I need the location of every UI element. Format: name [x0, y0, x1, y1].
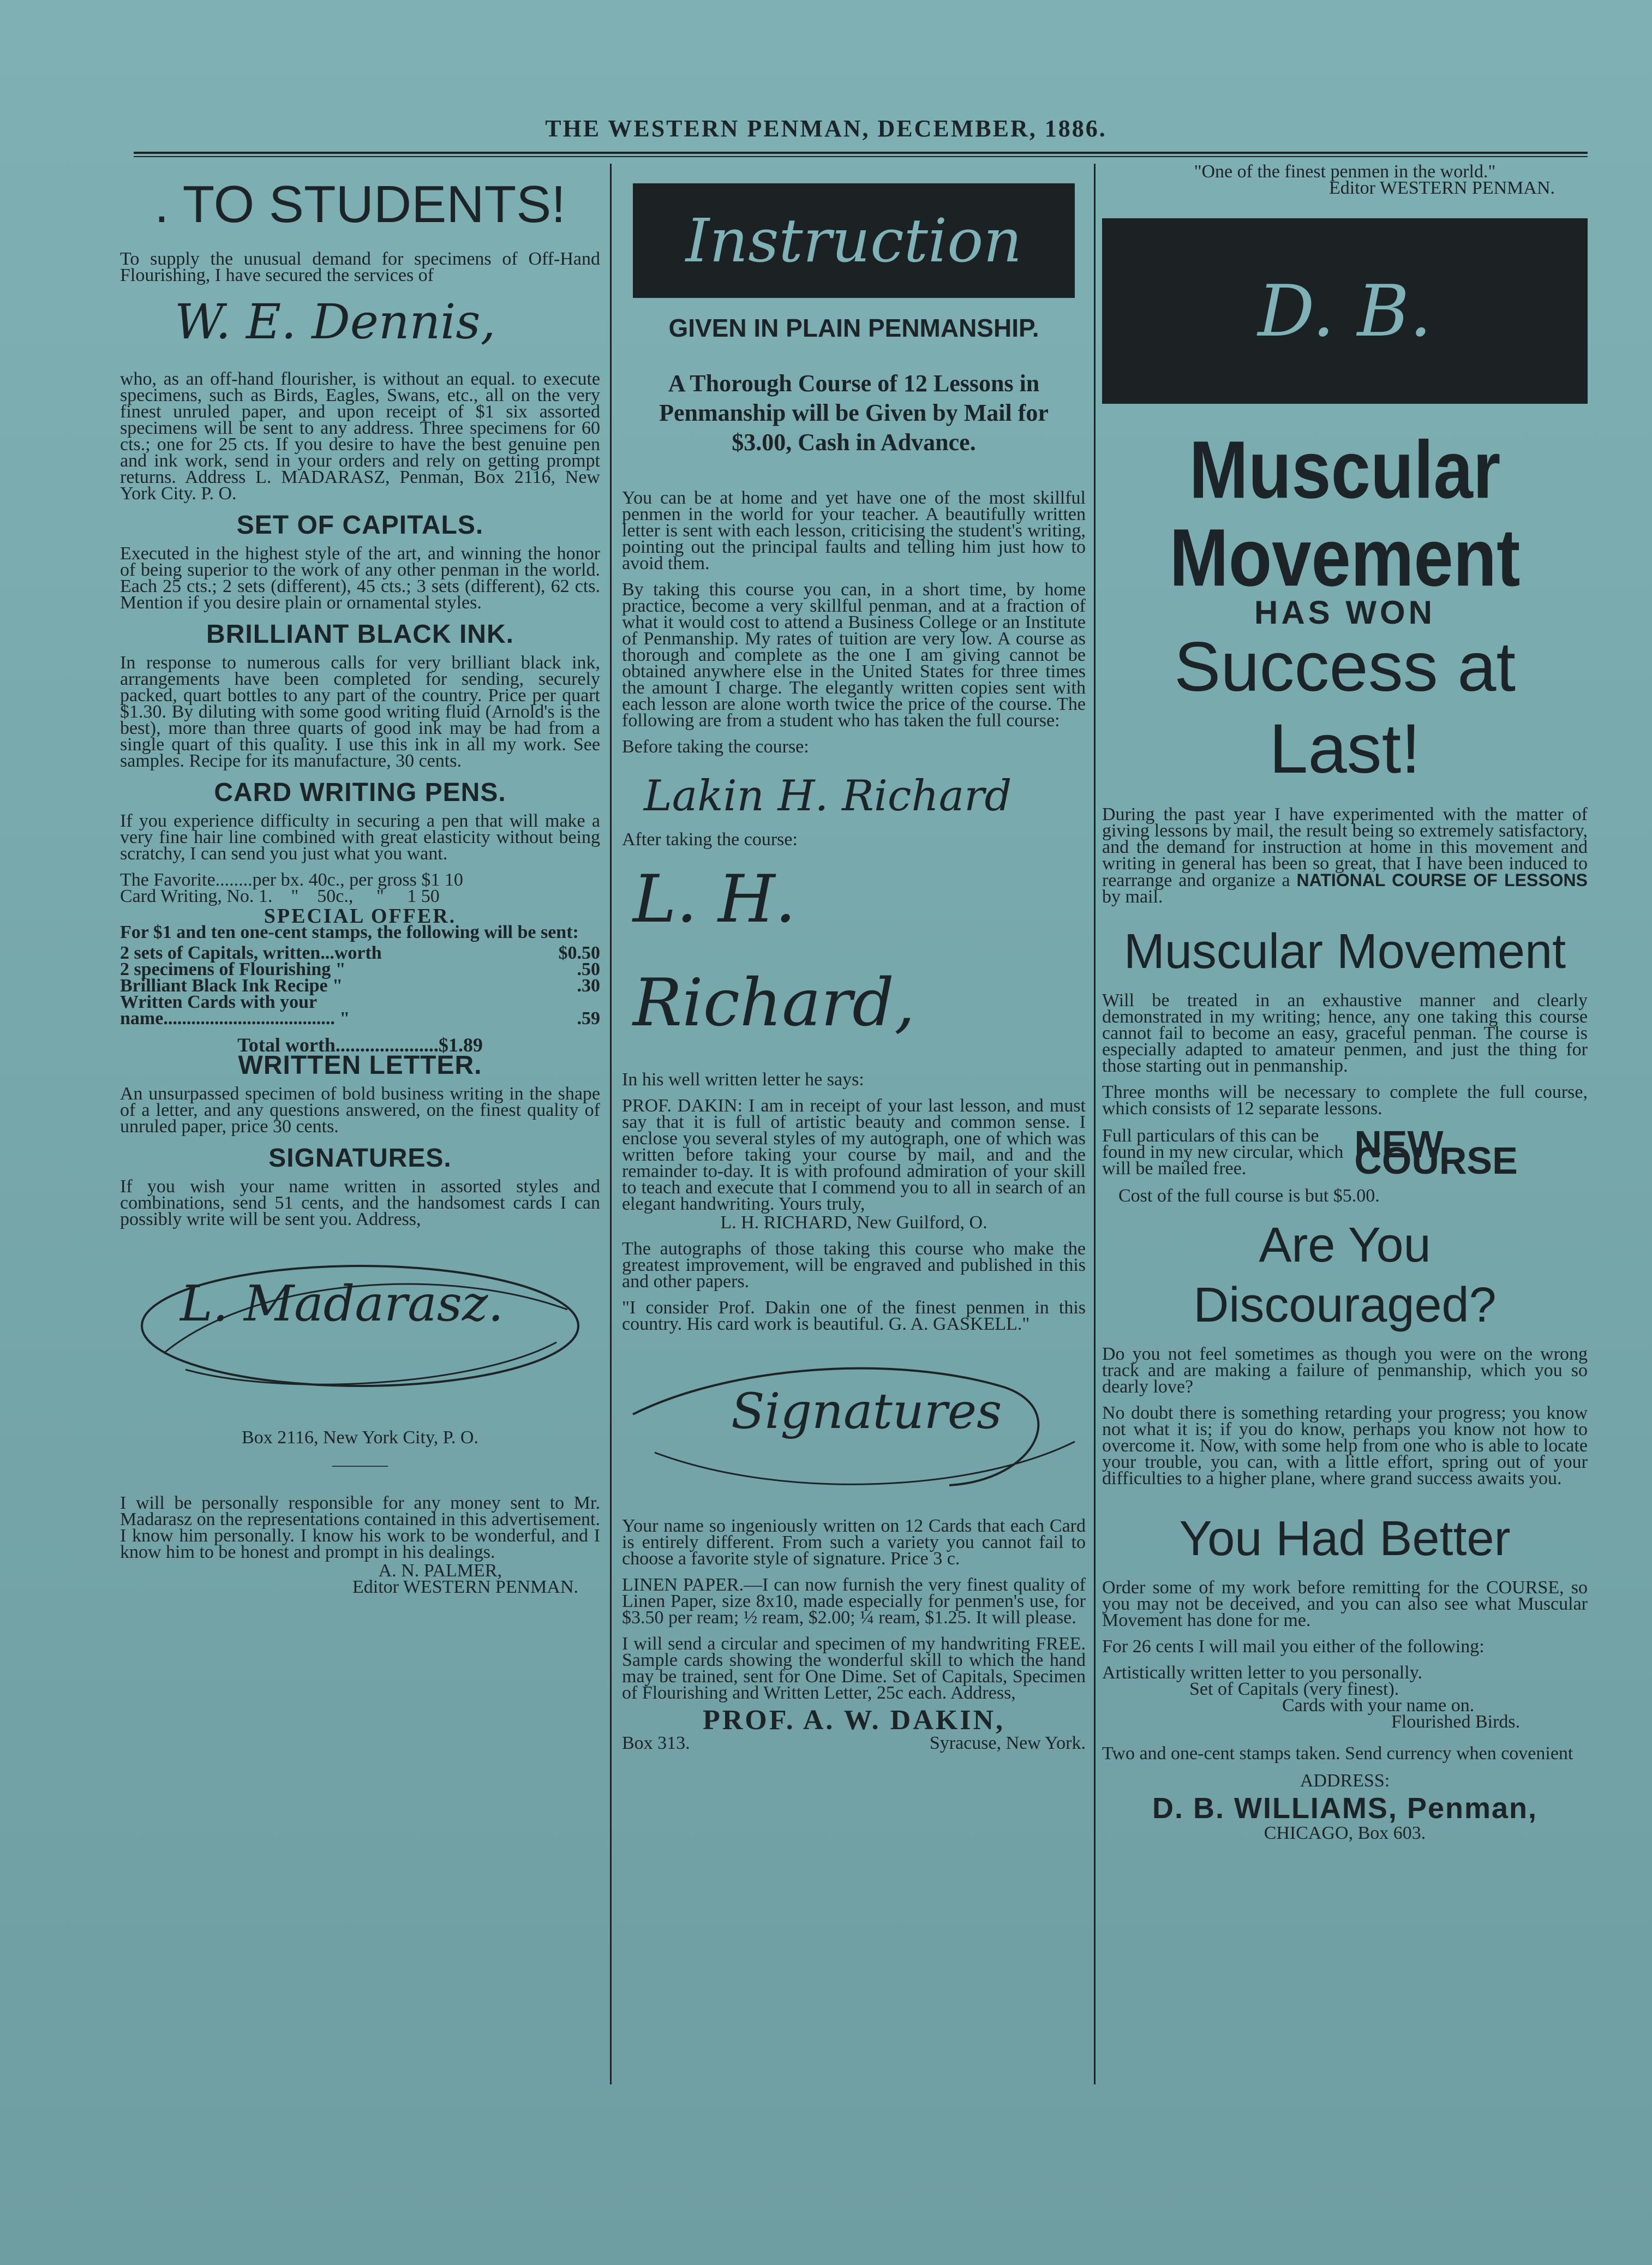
pens-price-1: The Favorite........per bx. 40c., per gross $1 10: [120, 870, 463, 890]
signatures-text: If you wish your name written in assorted styles and combinations, send 51 cents, and the handsomest cards I can possibly write will be sent you. Address,: [120, 1176, 600, 1229]
after-label: After taking the course:: [622, 829, 798, 850]
williams-script: D. B.: [1258, 270, 1432, 352]
closing-title: Editor WESTERN PENMAN.: [352, 1577, 578, 1597]
closing-text: I will be personally responsible for any money sent to Mr. Madarasz on the representations contained in this advertisement. I know him personally. I know his work to be wonderful, and I know him to be honest and prompt in his dealings.: [120, 1493, 600, 1562]
quote-source: Editor WESTERN PENMAN.: [1329, 178, 1555, 198]
full-particulars-text: Full particulars of this can be found in my new circular, which will be mailed free.: [1102, 1126, 1344, 1179]
madarasz-signature-block: [120, 1244, 600, 1408]
dakin-city: Syracuse, New York.: [929, 1733, 1086, 1753]
offer-heading: SPECIAL OFFER.: [264, 905, 457, 928]
williams-name: D. B. WILLIAMS, Penman,: [1152, 1792, 1538, 1825]
williams-para-1: During the past year I have experimented with the matter of giving lessons by mail, the result being so extremely satisfactory, and the demand for instruction at home in this movement and writing in general has been so great, that I have been induced to rearrange and organize a NATIONAL COURSE OF LESSONS by mail.: [1102, 804, 1588, 907]
ink-text: In response to numerous calls for very brilliant black ink, arrangements have been completed for sending, securely packed, quart bottles to any part of the country. Price per quart $1.30. By diluting with some good writing fluid (Arnold's is the best), more than three quarts of good ink may be had from a single quart of this quality. I use this ink in all my work. See samples. Recipe for its manufacture, 30 cents.: [120, 653, 600, 771]
gaskell-quote: "I consider Prof. Dakin one of the finest penmen in this country. His card work is beautiful. G. A. GASKELL.": [622, 1298, 1086, 1334]
course-para-2: By taking this course you can, in a short time, by home practice, become a very skillful penman, and at a fraction of what it would cost to attend a Business College or an Institute of Penmanship. My rates of tuition are very low. A course as thorough and complete as the one I am giving cannot be obtained anywhere else in the United States for three times the amount I charge. The elegantly written copies sent with each lesson are alone worth twice the price of the course. The following are from a student who has taken the full course:: [622, 579, 1086, 731]
stamps-text: Two and one-cent stamps taken. Send currency when covenient: [1102, 1743, 1573, 1764]
letter-signature: L. H. RICHARD, New Guilford, O.: [720, 1212, 987, 1233]
offer-item: Written Cards with your: [120, 992, 318, 1012]
column-madarasz: [120, 164, 600, 1595]
circular-text: I will send a circular and specimen of my handwriting FREE. Sample cards showing the wonderful skill to which the hand may be trained, sent for One Dime. Set of Capitals, Specimen of Flourishing and Written Letter, 25c each. Address,: [622, 1634, 1086, 1703]
capitals-text: Executed in the highest style of the art, and winning the honor of being superior to the work of any other penman in the world. Each 25 cts.; 2 sets (different), 45 cts.; 3 sets (different), 62 cts. Mention if you desire plain or ornamental styles.: [120, 543, 600, 613]
signatures-script-block: [622, 1343, 1086, 1507]
given-heading: GIVEN IN PLAIN PENMANSHIP.: [668, 314, 1039, 342]
letter-intro: In his well written letter he says:: [622, 1069, 864, 1090]
linen-paper-text: LINEN PAPER.—I can now furnish the very finest quality of Linen Paper, size 8x10, made especially for penmen's use, for $3.50 per ream; ½ ream, $2.00; ¼ ream, $1.25. It will please.: [622, 1575, 1086, 1628]
discouraged-heading: Are You Discouraged?: [1193, 1218, 1497, 1332]
muscular-movement-title: Muscular Movement: [1169, 423, 1521, 603]
before-signature: Lakin H. Richard: [644, 772, 1012, 821]
divider-dash: ———: [332, 1455, 388, 1475]
pens-text: If you experience difficulty in securing a pen that will make a very fine hair line combined with great elasticity without being scratchy, I can send you just what you want.: [120, 811, 600, 864]
madarasz-box: Box 2116, New York City, P. O.: [242, 1427, 478, 1448]
column-divider-left: [610, 164, 612, 2084]
williams-para-6: Order some of my work before remitting for the COURSE, so you may not be deceived, and you can also see what Muscular Movement has done for me.: [1102, 1577, 1588, 1630]
column-dakin: [622, 164, 1086, 1752]
dennis-signature: W. E. Dennis,: [175, 294, 496, 350]
cost-text: Cost of the full course is but $5.00.: [1118, 1186, 1380, 1206]
pens-price-2: Card Writing, No. 1. " 50c., " 1 50: [120, 886, 440, 906]
to-students-title: . TO STUDENTS!: [154, 175, 566, 234]
williams-para-5: No doubt there is something retarding your progress; you know not what it is; if you do know, perhaps you know not how to overcome it. Now, with some help from one who is able to locate your trouble, you can, with a little effort, spring out of your difficulties to a higher plane, where grand success awaits you.: [1102, 1403, 1588, 1489]
signatures-script: Signatures: [731, 1383, 1002, 1440]
dennis-text: who, as an off-hand flourisher, is without an equal. to execute specimens, such as Birds, Eagles, Swans, etc., all on the very finest unruled paper, and upon receipt of $1 six assorted specimens will be sent to any address. Three specimens for 60 cts.; one for 25 cts. If you desire to have the best genuine pen and ink work, send in your orders and rely on getting prompt returns. Address L. MADARASZ, Penman, Box 2116, New York City. P. O.: [120, 369, 600, 504]
column-divider-right: [1094, 164, 1096, 2084]
signatures-heading: SIGNATURES.: [268, 1144, 452, 1173]
closing-signature: A. N. PALMER,: [378, 1561, 502, 1581]
success-heading: Success at Last!: [1174, 628, 1516, 788]
capitals-heading: SET OF CAPITALS.: [236, 511, 484, 540]
williams-para-3: Three months will be necessary to complete the full course, which consists of 12 separate lessons.: [1102, 1082, 1588, 1119]
muscular-movement-subtitle: Muscular Movement: [1123, 924, 1566, 979]
pens-heading: CARD WRITING PENS.: [214, 778, 506, 807]
new-course-block: [1102, 1123, 1588, 1182]
new-course-label: NEW COURSE: [1354, 1123, 1518, 1182]
williams-para-7: For 26 cents I will mail you either of the following:: [1102, 1636, 1485, 1657]
header-rule: [134, 152, 1588, 154]
offer-item-letter: Artistically written letter to you personally.: [1102, 1663, 1422, 1683]
offer-item-cards: Cards with your name on.: [1282, 1695, 1475, 1716]
madarasz-signature: L. Madarasz.: [180, 1275, 504, 1332]
course-para-1: You can be at home and yet have one of the most skillful penmen in the world for your teacher. A beautifully written letter is sent with each lesson, criticising the student's writing, pointing out the principal faults and telling him just how to avoid them.: [622, 488, 1086, 573]
header-rule-thin: [134, 156, 1588, 157]
before-label: Before taking the course:: [622, 737, 809, 757]
offer-item: 2 specimens of Flourishing " .50: [120, 959, 600, 979]
course-heading: A Thorough Course of 12 Lessons in Penmanship will be Given by Mail for $3.00, Cash in Advance.: [659, 370, 1049, 456]
after-signature: L. H. Richard,: [633, 862, 915, 1041]
dakin-box: Box 313.: [622, 1733, 690, 1753]
quote-text: "One of the finest penmen in the world.": [1194, 162, 1496, 182]
ink-heading: BRILLIANT BLACK INK.: [206, 620, 514, 649]
offer-list: [120, 945, 600, 1027]
student-letter: PROF. DAKIN: I am in receipt of your last lesson, and must say that it is full of artistic beauty and common sense. I enclose you several styles of my autograph, one of which was written before taking your course by mail, and and the remainder to-day. It is with profound admiration of your skill to teach and execute that I commend you to all in search of an elegant handwriting. Yours truly,: [622, 1096, 1086, 1214]
column-williams: [1102, 164, 1588, 1842]
offer-intro: For $1 and ten one-cent stamps, the following will be sent:: [120, 922, 579, 942]
williams-para-2: Will be treated in an exhaustive manner and clearly demonstrated in my writing; hence, any one taking this course cannot fail to become an easy, graceful penman. The course is especially adapted to amateur penmen, and just the thing for those starting out in penmanship.: [1102, 990, 1588, 1076]
address-label: ADDRESS:: [1300, 1771, 1390, 1791]
offer-item-capitals: Set of Capitals (very finest).: [1189, 1679, 1399, 1699]
signature-cards-text: Your name so ingeniously written on 12 Cards that each Card is entirely different. From such a variety you cannot fail to choose a favorite style of signature. Price 3 c.: [622, 1516, 1086, 1569]
offer-item-birds: Flourished Birds.: [1391, 1712, 1521, 1732]
offer-item: name..................................... " .59: [120, 1008, 600, 1029]
offer-items-list: [1102, 1665, 1588, 1730]
letter-heading: WRITTEN LETTER.: [238, 1051, 482, 1080]
williams-plate: [1102, 218, 1588, 404]
offer-item: Brilliant Black Ink Recipe " .30: [120, 976, 600, 996]
intro-text: To supply the unusual demand for specimens of Off-Hand Flourishing, I have secured the services of: [120, 249, 600, 285]
dakin-address: [622, 1735, 1086, 1752]
instruction-plate: [633, 183, 1075, 298]
instruction-script: Instruction: [685, 206, 1022, 276]
has-won-heading: HAS WON: [1254, 594, 1435, 631]
page-header: THE WESTERN PENMAN, DECEMBER, 1886.: [545, 115, 1107, 142]
autographs-text: The autographs of those taking this course who make the greatest improvement, will be engraved and published in this and other papers.: [622, 1239, 1086, 1292]
williams-box: CHICAGO, Box 603.: [1264, 1823, 1426, 1843]
offer-item: 2 sets of Capitals, written...worth $0.50: [120, 943, 600, 963]
prof-dakin-name: PROF. A. W. DAKIN,: [702, 1705, 1005, 1736]
williams-para-4: Do you not feel sometimes as though you were on the wrong track and are making a failure of penmanship, which you so dearly love?: [1102, 1344, 1588, 1397]
letter-text: An unsurpassed specimen of bold business writing in the shape of a letter, and any questions answered, on the finest quality of unruled paper, price 30 cents.: [120, 1084, 600, 1137]
offer-total: Total worth.....................$1.89: [237, 1034, 483, 1056]
better-heading: You Had Better: [1179, 1511, 1511, 1566]
